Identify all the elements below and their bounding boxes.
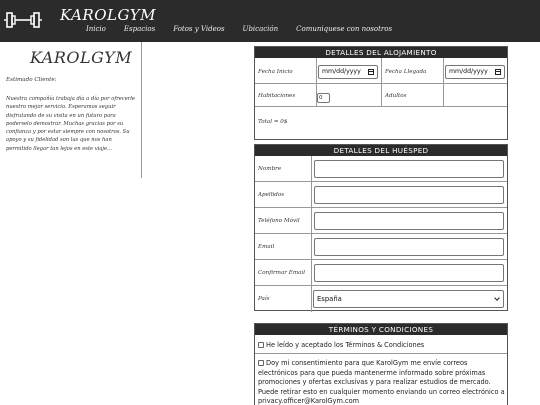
main-nav [86, 25, 410, 33]
accept-terms-label: He leído y aceptado los Términos & Condiciones [266, 341, 425, 349]
nav-contacto[interactable]: Comuniquese con nosotros [296, 25, 393, 33]
rooms-label: Habitaciones [258, 93, 296, 99]
phone-label: Teléfono Móvil [258, 218, 300, 224]
page-title: KAROLGYM [30, 48, 133, 67]
intro-paragraph: Nuestra compañía trabaja día a día por ofrecerle nuestro mejor servicio. Esperamos seguir disfrutando de su visita en un futuro para poderselo demostrar. Muchas gracias por su confianza y por estar siempre con nosotros. Su apoyo y su fidelidad son las que nos han permitido llegar tan lejos en este viaje... [6, 96, 135, 152]
arrival-date-label: Fecha Llegada [385, 69, 427, 75]
nav-fotos-videos[interactable]: Fotos y Videos [173, 25, 225, 33]
top-header [0, 0, 540, 42]
consent-checkbox[interactable] [258, 360, 264, 366]
start-date-label: Fecha Inicio [258, 69, 293, 75]
total-label: Total = 0$ [258, 119, 288, 125]
surname-input[interactable] [314, 186, 504, 204]
country-row [255, 286, 507, 312]
total-row [255, 107, 507, 140]
arrival-date-input[interactable] [445, 65, 505, 79]
name-row [255, 156, 507, 182]
lodging-details-heading: DETALLES DEL ALOJAMIENTO [255, 47, 507, 58]
guest-details-panel [254, 144, 508, 311]
start-date-input[interactable] [318, 65, 378, 79]
email-row [255, 234, 507, 260]
nav-ubicacion[interactable]: Ubicación [242, 25, 279, 33]
country-select[interactable] [313, 290, 504, 308]
greeting-text: Estimado Cliente: [6, 77, 57, 83]
lodging-details-panel [254, 46, 508, 140]
confirm-email-label: Confirmar Email [258, 270, 306, 276]
confirm-email-row [255, 260, 507, 286]
consent-row [258, 359, 506, 405]
arrival-date-value: mm/dd/yyyy [449, 68, 488, 75]
calendar-icon[interactable] [495, 69, 501, 75]
chevron-down-icon [494, 295, 500, 301]
terms-panel [254, 323, 508, 405]
name-label: Nombre [258, 166, 282, 172]
adults-label: Adultos [385, 93, 407, 99]
rooms-value: 0 [319, 95, 323, 101]
accept-terms-row [255, 335, 507, 354]
welcome-column [0, 42, 142, 178]
rooms-row [255, 84, 507, 107]
accept-terms-checkbox[interactable] [258, 342, 264, 348]
terms-heading: TÉRMINOS Y CONDICIONES [255, 324, 507, 335]
country-value: España [317, 295, 342, 303]
dates-row [255, 58, 507, 84]
email-label: Email [258, 244, 275, 250]
rooms-select[interactable] [317, 93, 330, 103]
brand-title[interactable]: KAROLGYM [60, 6, 156, 24]
guest-details-heading: DETALLES DEL HUÉSPED [255, 145, 507, 156]
name-input[interactable] [314, 160, 504, 178]
dumbbell-icon[interactable] [4, 9, 42, 31]
nav-espacios[interactable]: Espacios [123, 25, 156, 33]
phone-row [255, 208, 507, 234]
country-label: País [258, 296, 270, 302]
calendar-icon[interactable] [368, 69, 374, 75]
confirm-email-input[interactable] [314, 264, 504, 282]
start-date-value: mm/dd/yyyy [322, 68, 361, 75]
surname-label: Apellidos [258, 192, 285, 198]
surname-row [255, 182, 507, 208]
consent-label: Doy mi consentimiento para que KarolGym me envíe correos electrónicos para que pueda mantenerme informado sobre próximas promociones y ofertas exclusivas y para realizar estudios de mercado. Puede retirar esto en cualquier momento enviando un correo electrónico a privacy.officer@KarolGym.com [258, 359, 505, 405]
nav-inicio[interactable]: Inicio [86, 25, 106, 33]
email-input[interactable] [314, 238, 504, 256]
phone-input[interactable] [314, 212, 504, 230]
